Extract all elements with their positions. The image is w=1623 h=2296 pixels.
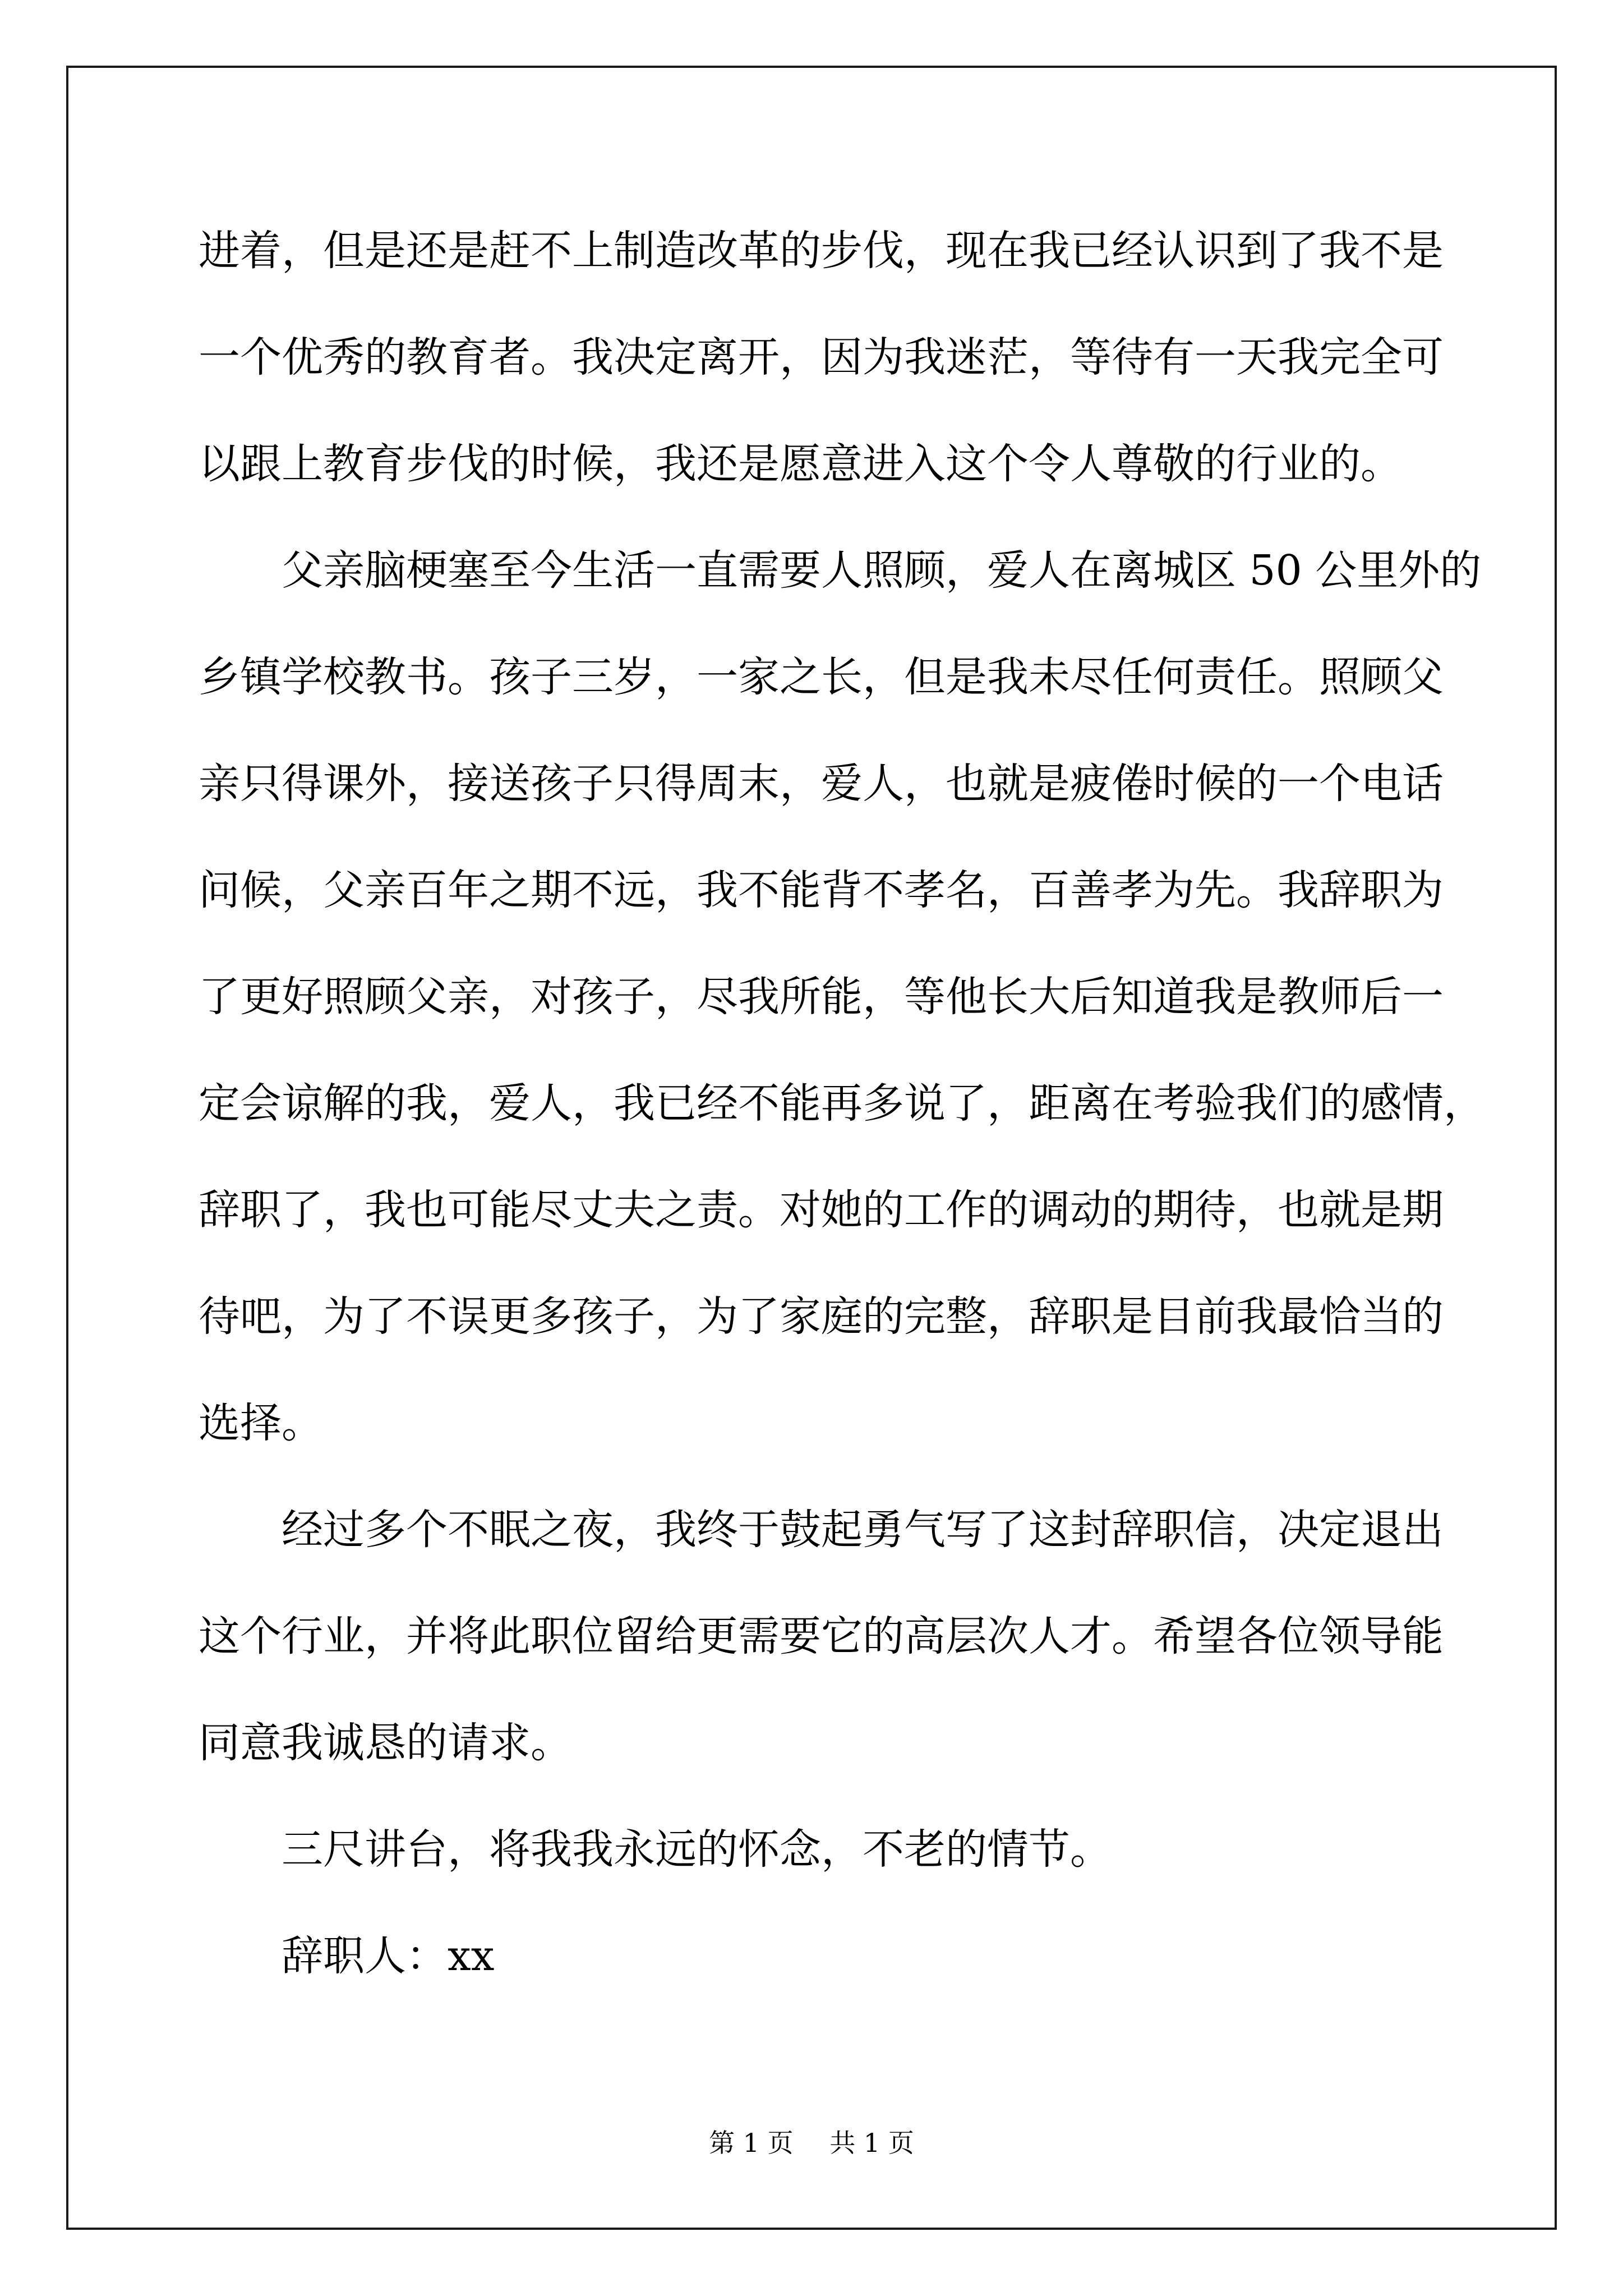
text-line: 问候，父亲百年之期不远，我不能背不孝名，百善孝为先。我辞职为 <box>199 866 1444 914</box>
page-number-total: 共 1 页 <box>829 2128 914 2158</box>
page-number-current: 第 1 页 <box>709 2128 794 2158</box>
text-line: 一个优秀的教育者。我决定离开，因为我迷茫，等待有一天我完全可 <box>199 333 1444 381</box>
text-line: 经过多个不眠之夜，我终于鼓起勇气写了这封辞职信，决定退出 <box>282 1506 1444 1554</box>
text-line: 辞职了，我也可能尽丈夫之责。对她的工作的调动的期待，也就是期 <box>199 1186 1444 1234</box>
page-footer <box>0 2126 1623 2160</box>
text-line: 待吧，为了不误更多孩子，为了家庭的完整，辞职是目前我最恰当的 <box>199 1292 1444 1341</box>
text-line: 了更好照顾父亲，对孩子，尽我所能，等他长大后知道我是教师后一 <box>199 973 1444 1021</box>
text-line: 父亲脑梗塞至今生活一直需要人照顾，爱人在离城区 50 公里外的 <box>282 546 1482 595</box>
text-line: 这个行业，并将此职位留给更需要它的高层次人才。希望各位领导能 <box>199 1612 1444 1660</box>
text-line: 乡镇学校教书。孩子三岁，一家之长，但是我未尽任何责任。照顾父 <box>199 653 1444 701</box>
text-line: 进着，但是还是赶不上制造改革的步伐，现在我已经认识到了我不是 <box>199 227 1444 275</box>
page-border <box>66 66 1557 2230</box>
signature-line: 辞职人：xx <box>282 1932 495 1980</box>
text-line: 三尺讲台，将我我永远的怀念，不老的情节。 <box>282 1825 1112 1874</box>
text-line: 定会谅解的我，爱人，我已经不能再多说了，距离在考验我们的感情， <box>199 1079 1485 1128</box>
text-line: 亲只得课外，接送孩子只得周末，爱人，也就是疲倦时候的一个电话 <box>199 760 1444 808</box>
text-line: 选择。 <box>199 1399 323 1447</box>
text-line: 同意我诚恳的请求。 <box>199 1719 572 1767</box>
text-line: 以跟上教育步伐的时候，我还是愿意进入这个令人尊敬的行业的。 <box>199 440 1402 488</box>
